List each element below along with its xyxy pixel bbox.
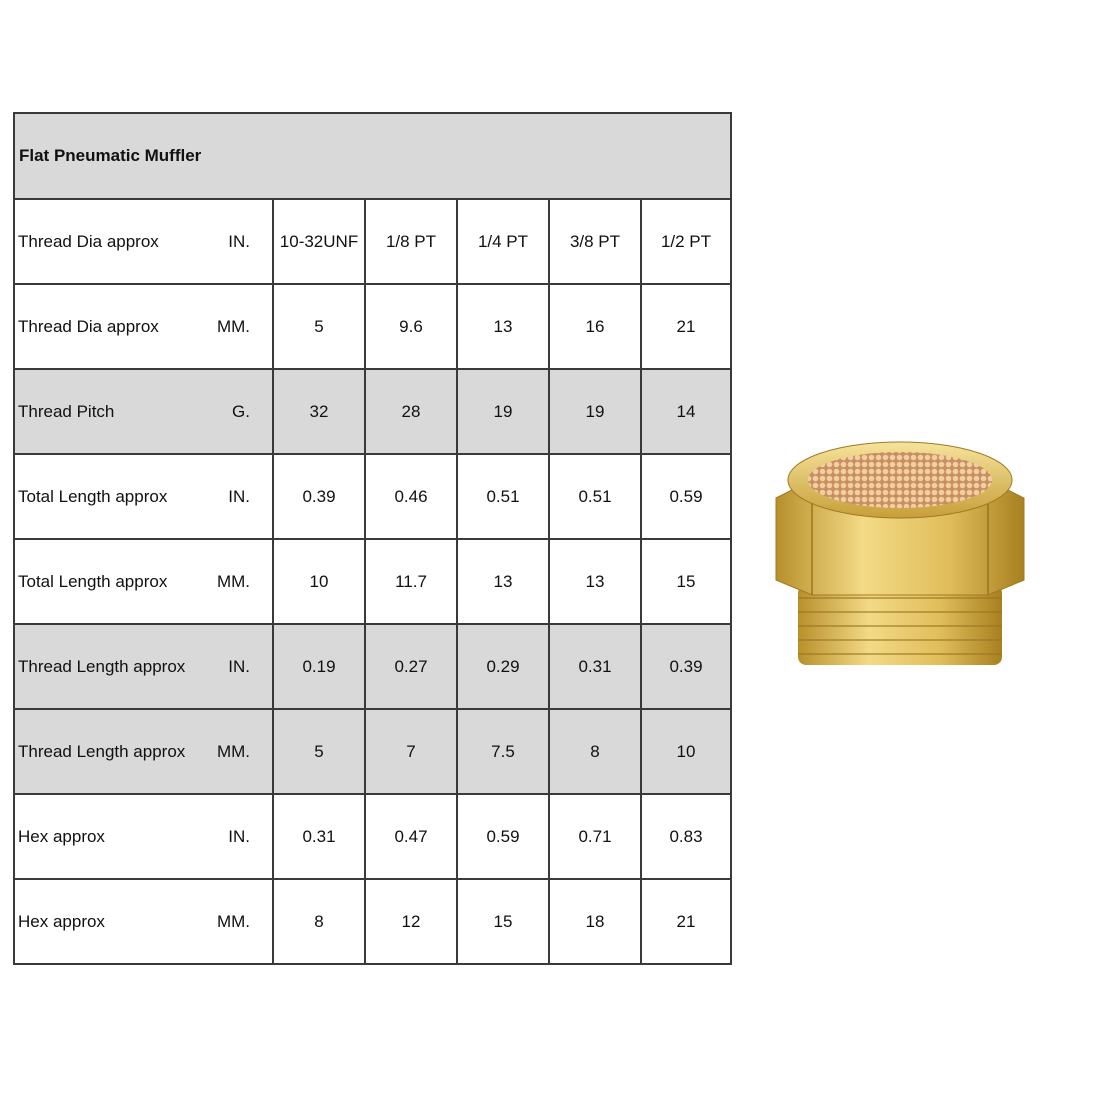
table-cell: 7	[365, 709, 457, 794]
table-cell: 0.83	[641, 794, 731, 879]
table-cell: 0.51	[549, 454, 641, 539]
table-title-row	[14, 113, 731, 199]
table-cell: 18	[549, 879, 641, 964]
table-row	[14, 199, 731, 284]
table-cell: 0.59	[641, 454, 731, 539]
row-label-cell	[14, 199, 273, 284]
row-unit: IN.	[228, 656, 250, 676]
row-unit: MM.	[216, 316, 250, 336]
spec-table	[13, 112, 732, 965]
row-label-cell	[14, 794, 273, 879]
table-cell: 32	[273, 369, 365, 454]
row-label: Thread Length approx	[18, 656, 186, 676]
table-cell: 0.27	[365, 624, 457, 709]
table-cell: 0.29	[457, 624, 549, 709]
row-label: Thread Length approx	[18, 741, 186, 761]
brass-pneumatic-muffler-icon	[770, 440, 1030, 670]
table-cell: 1/8 PT	[365, 199, 457, 284]
table-cell: 8	[273, 879, 365, 964]
table-cell: 0.51	[457, 454, 549, 539]
row-unit: IN.	[228, 826, 250, 846]
row-unit: IN.	[228, 231, 250, 251]
table-row	[14, 539, 731, 624]
row-label-cell	[14, 879, 273, 964]
row-label: Hex approx	[18, 911, 105, 931]
table-cell: 0.71	[549, 794, 641, 879]
row-unit: G.	[232, 401, 250, 421]
table-cell: 10	[641, 709, 731, 794]
table-cell: 10-32UNF	[273, 199, 365, 284]
row-label: Total Length approx	[18, 486, 168, 506]
row-label: Thread Dia approx	[18, 316, 159, 336]
spec-table-body	[14, 113, 731, 964]
table-row	[14, 624, 731, 709]
row-label-cell	[14, 284, 273, 369]
table-cell: 10	[273, 539, 365, 624]
table-cell: 14	[641, 369, 731, 454]
table-cell: 5	[273, 709, 365, 794]
table-cell: 0.46	[365, 454, 457, 539]
row-label: Total Length approx	[18, 571, 168, 591]
table-cell: 11.7	[365, 539, 457, 624]
table-cell: 1/4 PT	[457, 199, 549, 284]
table-cell: 8	[549, 709, 641, 794]
table-cell: 15	[641, 539, 731, 624]
row-label-cell	[14, 539, 273, 624]
row-label-cell	[14, 709, 273, 794]
row-unit: MM.	[216, 741, 250, 761]
table-row	[14, 879, 731, 964]
table-cell: 5	[273, 284, 365, 369]
row-label-cell	[14, 624, 273, 709]
table-title: Flat Pneumatic Muffler	[14, 113, 731, 199]
row-label: Thread Dia approx	[18, 231, 159, 251]
table-cell: 0.47	[365, 794, 457, 879]
table-cell: 7.5	[457, 709, 549, 794]
table-cell: 15	[457, 879, 549, 964]
row-label-cell	[14, 454, 273, 539]
table-cell: 0.39	[273, 454, 365, 539]
row-unit: MM.	[216, 571, 250, 591]
table-cell: 13	[457, 539, 549, 624]
table-cell: 3/8 PT	[549, 199, 641, 284]
row-label: Hex approx	[18, 826, 105, 846]
table-row	[14, 284, 731, 369]
table-cell: 21	[641, 284, 731, 369]
table-cell: 28	[365, 369, 457, 454]
table-row	[14, 369, 731, 454]
table-cell: 9.6	[365, 284, 457, 369]
table-cell: 12	[365, 879, 457, 964]
table-cell: 19	[549, 369, 641, 454]
table-cell: 0.31	[549, 624, 641, 709]
table-row	[14, 454, 731, 539]
table-row	[14, 794, 731, 879]
table-cell: 16	[549, 284, 641, 369]
table-cell: 0.59	[457, 794, 549, 879]
row-label: Thread Pitch	[18, 401, 115, 421]
table-cell: 19	[457, 369, 549, 454]
table-cell: 13	[549, 539, 641, 624]
table-cell: 13	[457, 284, 549, 369]
table-cell: 0.31	[273, 794, 365, 879]
row-label-cell	[14, 369, 273, 454]
table-cell: 0.39	[641, 624, 731, 709]
table-row	[14, 709, 731, 794]
table-cell: 1/2 PT	[641, 199, 731, 284]
table-cell: 21	[641, 879, 731, 964]
table-cell: 0.19	[273, 624, 365, 709]
row-unit: MM.	[216, 911, 250, 931]
row-unit: IN.	[228, 486, 250, 506]
